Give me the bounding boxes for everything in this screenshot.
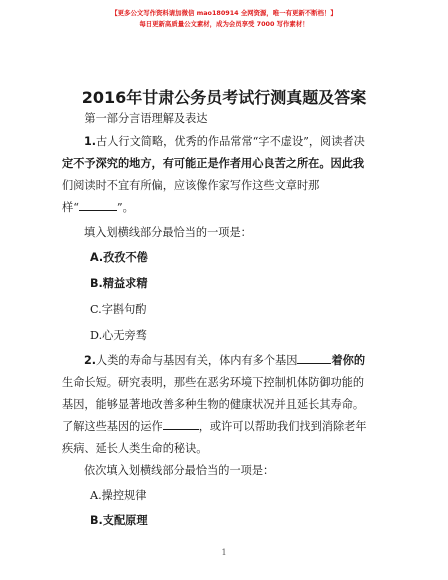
section-heading xyxy=(62,108,388,130)
section-heading-text: 第一部分言语理解及表达 xyxy=(84,112,208,125)
q1-lead-text: 古人行文简略，优秀的作品常常“字不虚设”，阅读者决 xyxy=(96,135,365,148)
q1-line-4-start: 样“ xyxy=(62,201,79,214)
q1-blank xyxy=(79,198,117,211)
q2-option-a: A.操控规律 xyxy=(90,489,147,502)
q1-line-3: 们阅读时不宜有所偏，应该像作家写作这些文章时那 xyxy=(62,179,320,192)
q2-prompt xyxy=(62,460,388,482)
q2-line-4-start: 了解这些基因的运作 xyxy=(62,420,163,433)
q1-option-a: A.孜孜不倦 xyxy=(90,251,148,264)
q2-line-1 xyxy=(62,350,388,372)
q2-line-1-end: 着你的 xyxy=(331,354,366,367)
q1-bold-text: 定不予深究的地方，有可能正是作者用心良苦之所在。因此我 xyxy=(62,157,365,170)
q2-line-5: 疾病、延长人类生命的秘诀。 xyxy=(62,442,208,455)
q2-line-3: 基因，能够显著地改善多种生物的健康状况并且延长其寿命。 xyxy=(62,398,365,411)
q1-option-c: C.字斟句酌 xyxy=(90,303,147,316)
q1-line-4 xyxy=(62,197,388,219)
banner-line-2: 每日更新高质量公文素材，成为会员享受 7000 写作素材！ xyxy=(139,20,309,28)
q1-number: 1. xyxy=(84,135,97,148)
q2-blank-2 xyxy=(163,417,199,430)
page-number: 1 xyxy=(221,548,227,557)
header-banner xyxy=(0,8,448,30)
banner-line-1: 【更多公文写作资料请加微信 mao180914 全网资源，唯一有更新不断档！】 xyxy=(111,9,337,17)
question-1 xyxy=(62,131,388,219)
document-title: 2016年甘肃公务员考试行测真题及答案 xyxy=(81,88,367,107)
q1-option-d: D.心无旁骛 xyxy=(90,329,147,342)
q2-line-4 xyxy=(62,416,388,438)
q2-number: 2. xyxy=(84,354,97,367)
q2-blank-1 xyxy=(297,351,331,364)
q1-line-1 xyxy=(62,131,388,153)
q1-line-4-end: ”。 xyxy=(116,201,134,214)
q1-option-b: B.精益求精 xyxy=(90,277,148,290)
q2-line-2: 生命长短。研究表明，那些在恶劣环境下控制机体防御功能的 xyxy=(62,376,365,389)
q2-line-4-end: ，或许可以帮助我们找到消除老年 xyxy=(198,420,367,433)
q1-prompt-text: 填入划横线部分最恰当的一项是： xyxy=(84,226,252,239)
question-2 xyxy=(62,350,388,460)
q2-prompt-text: 依次填入划横线部分最恰当的一项是： xyxy=(84,464,275,477)
q2-option-b: B.支配原理 xyxy=(90,514,148,527)
q1-prompt xyxy=(62,222,388,244)
q2-line-1-start: 人类的寿命与基因有关，体内有多个基因 xyxy=(96,354,298,367)
